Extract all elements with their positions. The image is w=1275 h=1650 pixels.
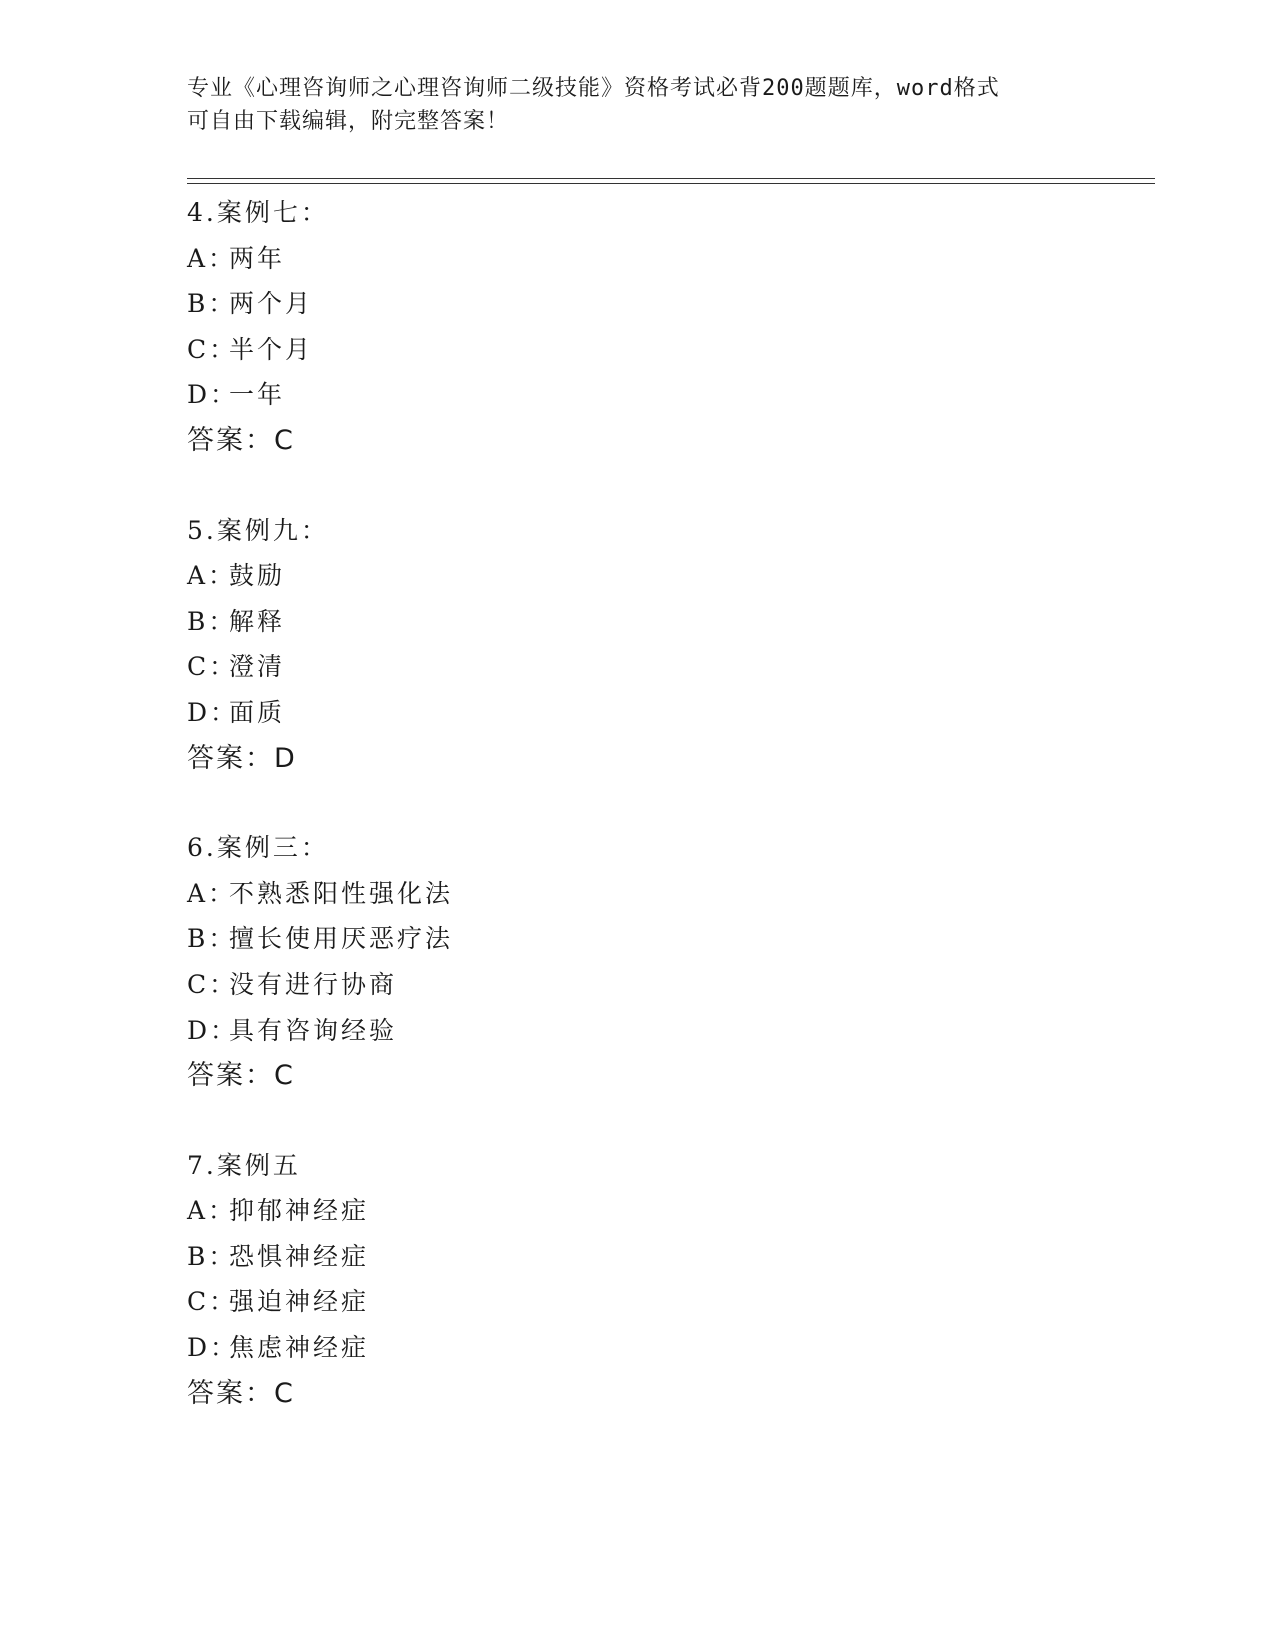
option-key: A： bbox=[187, 1196, 237, 1226]
option-c bbox=[187, 644, 1087, 690]
option-key: B： bbox=[187, 289, 237, 319]
option-key: C： bbox=[187, 969, 238, 999]
header-line-1: 专业《心理咨询师之心理咨询师二级技能》资格考试必背200题题库，word格式 bbox=[187, 76, 1000, 101]
option-a bbox=[187, 871, 1087, 917]
option-a bbox=[187, 236, 1087, 282]
option-text: 两年 bbox=[229, 243, 286, 273]
option-key: D： bbox=[187, 1015, 239, 1045]
answer-line: 答案：C bbox=[187, 424, 295, 456]
header-divider-top bbox=[187, 178, 1155, 179]
option-d bbox=[187, 1325, 1087, 1371]
option-key: C： bbox=[187, 334, 238, 364]
option-key: B： bbox=[187, 606, 237, 636]
option-text: 不熟悉阳性强化法 bbox=[229, 878, 454, 908]
option-b bbox=[187, 1234, 1087, 1280]
option-c bbox=[187, 962, 1087, 1008]
answer-line: 答案：C bbox=[187, 1060, 295, 1092]
option-key: D： bbox=[187, 1333, 239, 1363]
option-key: A： bbox=[187, 561, 237, 591]
option-key: B： bbox=[187, 924, 237, 954]
answer-line: 答案：C bbox=[187, 1377, 295, 1409]
question-title: 6.案例三： bbox=[187, 833, 329, 863]
option-b bbox=[187, 281, 1087, 327]
option-key: D： bbox=[187, 380, 239, 410]
question-5 bbox=[187, 508, 1087, 782]
question-title: 5.案例九： bbox=[187, 515, 329, 545]
option-text: 擅长使用厌恶疗法 bbox=[229, 924, 454, 954]
option-d bbox=[187, 690, 1087, 736]
option-text: 鼓励 bbox=[229, 561, 286, 591]
option-text: 面质 bbox=[229, 697, 286, 727]
option-d bbox=[187, 372, 1087, 418]
option-text: 解释 bbox=[229, 606, 286, 636]
option-text: 澄清 bbox=[229, 652, 286, 682]
option-text: 一年 bbox=[229, 380, 286, 410]
option-text: 抑郁神经症 bbox=[229, 1196, 370, 1226]
option-c bbox=[187, 1279, 1087, 1325]
document-header bbox=[187, 72, 1087, 138]
option-key: D： bbox=[187, 697, 239, 727]
option-key: C： bbox=[187, 1287, 238, 1317]
option-text: 两个月 bbox=[229, 289, 314, 319]
header-divider-bottom bbox=[187, 183, 1155, 184]
header-line-2: 可自由下载编辑，附完整答案！ bbox=[187, 109, 510, 134]
option-text: 具有咨询经验 bbox=[229, 1015, 398, 1045]
question-list bbox=[187, 190, 1087, 1460]
answer-line: 答案：D bbox=[187, 742, 297, 774]
option-text: 半个月 bbox=[229, 334, 314, 364]
question-title: 4.案例七： bbox=[187, 198, 329, 227]
question-6 bbox=[187, 825, 1087, 1099]
option-a bbox=[187, 1188, 1087, 1234]
option-a bbox=[187, 553, 1087, 599]
question-7 bbox=[187, 1143, 1087, 1417]
option-key: B： bbox=[187, 1241, 237, 1271]
option-key: A： bbox=[187, 243, 237, 273]
option-text: 恐惧神经症 bbox=[229, 1241, 370, 1271]
option-b bbox=[187, 916, 1087, 962]
option-key: A： bbox=[187, 878, 237, 908]
option-b bbox=[187, 599, 1087, 645]
question-4 bbox=[187, 190, 1087, 464]
option-d bbox=[187, 1008, 1087, 1054]
option-c bbox=[187, 327, 1087, 373]
option-key: C： bbox=[187, 652, 238, 682]
option-text: 强迫神经症 bbox=[229, 1287, 370, 1317]
question-title: 7.案例五 bbox=[187, 1150, 301, 1180]
option-text: 没有进行协商 bbox=[229, 969, 398, 999]
option-text: 焦虑神经症 bbox=[229, 1333, 370, 1363]
